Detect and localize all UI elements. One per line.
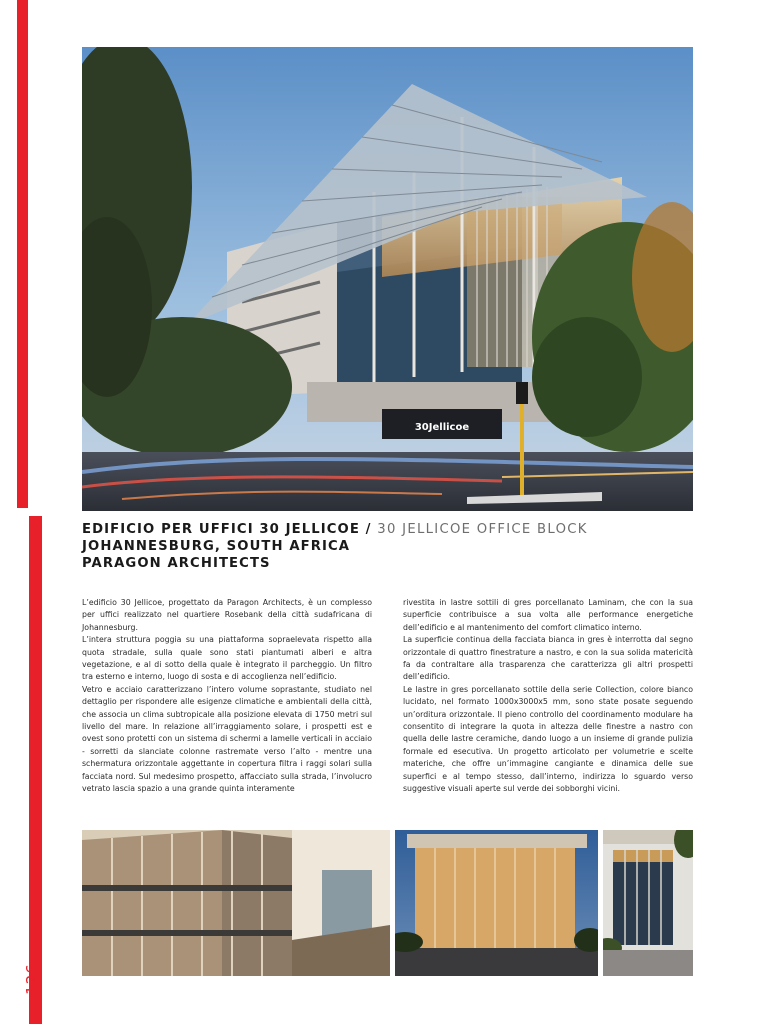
red-accent-bar-bottom — [29, 516, 42, 1024]
page-number: 126 — [23, 963, 41, 995]
body-paragraph: La superficie continua della facciata bianca in gres è interrotta dal segno orizzontale di quattro finestrature a nastro, e con la sua solida matericità fa da contraltare alla trasparenza che caratterizza gli altri prospetti dell’edificio. — [403, 635, 693, 682]
body-column-right — [403, 597, 693, 796]
red-accent-bar-top — [17, 0, 28, 508]
tower-detail-photo — [603, 830, 693, 976]
building-sign: 30Jellicoe — [414, 422, 470, 433]
title-location: JOHANNESBURG, SOUTH AFRICA — [82, 539, 351, 554]
body-paragraph: Vetro e acciaio caratterizzano l’intero volume soprastante, studiato nel dettaglio per rispondere alle esigenze climatiche e ambientali della città, che associa un clima subtropicale alla posizione elevata di 1750 metri sul livello del mare. In relazione all’irraggiamento solare, i prospetti est e ovest sono protetti con un sistema di schermi a lamelle verticali in acciaio - sorretti da slanciate colonne rastremate verso l’alto - mentre una schermatura orizzontale aggettante in copertura filtra i raggi solari sulla facciata nord. Sul medesimo prospetto, affacciato sulla strada, l’involucro vetrato lascia spazio a una grande quinta interamente — [82, 684, 372, 794]
body-paragraph: L’edificio 30 Jellicoe, progettato da Paragon Architects, è un complesso per uffici realizzato nel quartiere Rosebank della città sudafricana di Johannesburg. — [82, 598, 372, 632]
title-line-1 — [82, 521, 722, 538]
body-paragraph: L’intera struttura poggia su una piattaforma sopraelevata rispetto alla quota stradale, sulla quale sono stati piantumati alberi e altra vegetazione, e al di sotto della quale è integrato il parcheggio. Un filtro tra esterno e interno, luogo di sosta e di accoglienza nell’edificio. — [82, 635, 372, 682]
body-paragraph: rivestita in lastre sottili di gres porcellanato Laminam, che con la sua superficie contribuisce a sua volta alle performance energetiche dell’edificio e al mantenimento del comfort climatico interno. — [403, 598, 693, 632]
facade-night-photo — [395, 830, 598, 976]
title-english: 30 JELLICOE OFFICE BLOCK — [377, 522, 588, 537]
hero-photo — [82, 47, 693, 511]
article-title — [82, 521, 722, 572]
title-architect: PARAGON ARCHITECTS — [82, 556, 271, 571]
title-italian: EDIFICIO PER UFFICI 30 JELLICOE / — [82, 522, 372, 537]
interior-photo — [82, 830, 390, 976]
body-column-left — [82, 597, 372, 796]
body-paragraph: Le lastre in gres porcellanato sottile della serie Collection, colore bianco lucidato, nel formato 1000x3000x5 mm, sono state posate seguendo un’orditura orizzontale. Il pieno controllo del coordinamento modulare ha consentito di integrare la quota in altezza delle finestre a nastro con quella delle lastre ceramiche, dando luogo a un insieme di grande pulizia formale ed esecutiva. Un progetto articolato per volumetrie e scelte materiche, che offre un’immagine cangiante e dinamica delle sue superfici e al tempo stesso, dall’interno, indirizza lo sguardo verso suggestive visuali aperte sul verde dei sobborghi vicini. — [403, 684, 693, 794]
